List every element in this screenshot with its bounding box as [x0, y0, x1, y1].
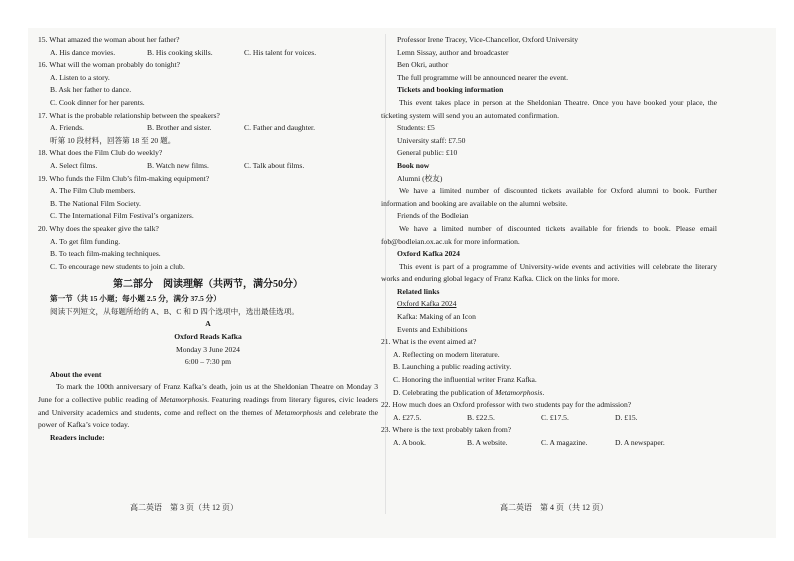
related-link-icon: Kafka: Making of an Icon — [397, 312, 476, 322]
option-c: C. A magazine. — [541, 438, 588, 447]
question-18-options — [38, 160, 378, 173]
option-b: B. His cooking skills. — [147, 47, 213, 57]
tickets-text: This event takes place in person at the Sheldonian Theatre. Once you have booked your place, the ticketing system will send you an automated confirmation. — [381, 97, 717, 120]
option-a: A. Reflecting on modern literature. — [393, 349, 500, 359]
option-d: D. A newspaper. — [615, 438, 665, 447]
event-title: Oxford Reads Kafka — [174, 332, 242, 342]
related-link-events: Events and Exhibitions — [397, 324, 468, 334]
option-d-text: D. Celebrating the publication of — [393, 387, 496, 397]
option-d — [381, 387, 717, 400]
question-17-stem: 17. What is the probable relationship between the speakers? — [38, 110, 220, 120]
option-a: A. £27.5. — [393, 412, 422, 422]
question-23-stem: 23. Where is the text probably taken from? — [381, 425, 512, 435]
price-public: General public: £10 — [397, 148, 458, 158]
kafka-text: This event is part of a programme of University-wide events and activities will celebrate the literary works and enduring global legacy of Franz Kafka. Click on the links for more. — [381, 261, 717, 284]
about-title-italic: Metamorphosis — [159, 395, 208, 405]
about-text-2: . Featuring readings from literary figures, civic leaders and University academics and students, come and reflect on the themes of — [38, 395, 379, 417]
option-d-end: . — [542, 387, 545, 397]
section-1-heading: 第一节（共 15 小题；每小题 2.5 分，满分 37.5 分） — [50, 294, 221, 304]
option-a: A. His dance movies. — [50, 47, 116, 57]
option-d: D. £15. — [615, 412, 638, 422]
related-link-oxford-kafka: Oxford Kafka 2024 — [397, 299, 457, 309]
option-b: B. Watch new films. — [147, 160, 209, 170]
question-15-options — [38, 47, 378, 60]
option-c: C. Honoring the influential writer Franz Kafka. — [393, 375, 537, 385]
book-now-heading: Book now — [397, 160, 430, 170]
question-17-options — [38, 122, 378, 135]
option-c: C. Talk about films. — [244, 160, 305, 170]
page-3-footer: 高二英语 第 3 页（共 12 页） — [130, 503, 238, 512]
question-18-stem: 18. What does the Film Club do weekly? — [38, 148, 163, 158]
question-21-stem: 21. What is the event aimed at? — [381, 337, 477, 347]
question-22-stem: 22. How much does an Oxford professor with two students pay for the admission? — [381, 400, 632, 410]
option-b: B. A website. — [467, 438, 508, 447]
readers-heading: Readers include: — [50, 432, 105, 442]
option-a: A. Select films. — [50, 160, 98, 170]
option-c: C. His talent for voices. — [244, 47, 317, 57]
option-c: C. £17.5. — [541, 412, 569, 422]
friends-heading: Friends of the Bodleian — [397, 211, 469, 221]
option-a: A. Listen to a story. — [50, 72, 110, 82]
option-a: A. A book. — [393, 438, 426, 447]
option-c: C. Cook dinner for her parents. — [50, 97, 145, 107]
option-a: A. Friends. — [50, 123, 84, 133]
option-d-italic: Metamorphosis — [495, 387, 543, 397]
option-b: B. To teach film-making techniques. — [50, 249, 161, 259]
price-staff: University staff: £7.50 — [397, 135, 466, 145]
reader-item: Ben Okri, author — [397, 60, 449, 70]
about-paragraph — [38, 381, 378, 431]
related-links-heading: Related links — [397, 286, 440, 296]
kafka-heading: Oxford Kafka 2024 — [397, 249, 460, 259]
part-2-heading: 第二部分 阅读理解（共两节，满分50分） — [113, 279, 303, 291]
listening-note: 听第 10 段材料，回答第 18 至 20 题。 — [50, 135, 176, 145]
about-title-italic-2: Metamorphosis — [274, 407, 323, 417]
question-20-stem: 20. Why does the speaker give the talk? — [38, 223, 159, 233]
page-3 — [38, 34, 378, 444]
option-b: B. The National Film Society. — [50, 198, 141, 208]
option-c: C. The International Film Festival’s organizers. — [50, 211, 194, 221]
question-15-stem: 15. What amazed the woman about her father? — [38, 35, 180, 44]
question-19-stem: 19. Who funds the Film Club’s film-making equipment? — [38, 173, 210, 183]
option-c: C. Father and daughter. — [244, 123, 316, 133]
reader-item: Lemn Sissay, author and broadcaster — [397, 47, 509, 57]
option-b: B. £22.5. — [467, 412, 495, 422]
option-b: B. Ask her father to dance. — [50, 85, 132, 95]
page-4 — [381, 34, 717, 450]
reader-item: Professor Irene Tracey, Vice-Chancellor, Oxford University — [397, 35, 579, 44]
option-b: B. Brother and sister. — [147, 123, 212, 133]
page-4-footer: 高二英语 第 4 页（共 12 页） — [500, 503, 608, 512]
option-b: B. Launching a public reading activity. — [393, 362, 512, 372]
alumni-text: We have a limited number of discounted tickets available for Oxford alumni to book. Further information and booking are available on the alumni website. — [381, 186, 717, 208]
about-heading: About the event — [50, 369, 102, 379]
question-23-options — [381, 437, 717, 450]
alumni-heading: Alumni (校友) — [397, 173, 443, 183]
price-students: Students: £5 — [397, 123, 435, 133]
instruction: 阅读下列短文，从每题所给的 A、B、C 和 D 四个选项中，选出最佳选项。 — [50, 306, 299, 316]
event-time: 6:00 – 7:30 pm — [184, 357, 232, 367]
passage-letter: A — [205, 319, 211, 329]
option-a: A. To get film funding. — [50, 236, 121, 246]
programme-note: The full programme will be announced nearer the event. — [397, 72, 569, 82]
event-date: Monday 3 June 2024 — [176, 344, 240, 354]
about-text-1: To mark the 100th anniversary of Franz Kafka’s death, join us at the Sheldonian Theatre on Monday 3 June for a collective public reading of — [38, 382, 378, 405]
option-a: A. The Film Club members. — [50, 186, 136, 196]
tickets-heading: Tickets and booking information — [397, 85, 504, 95]
question-16-stem: 16. What will the woman probably do tonight? — [38, 60, 181, 70]
friends-text: We have a limited number of discounted tickets available for friends to book. Please email fob@bodleian.ox.ac.uk for more information. — [381, 223, 717, 246]
question-22-options — [381, 412, 717, 425]
about-text-3: and celebrate the power of Kafka’s voice today. — [38, 407, 378, 430]
option-c: C. To encourage new students to join a club. — [50, 261, 185, 271]
